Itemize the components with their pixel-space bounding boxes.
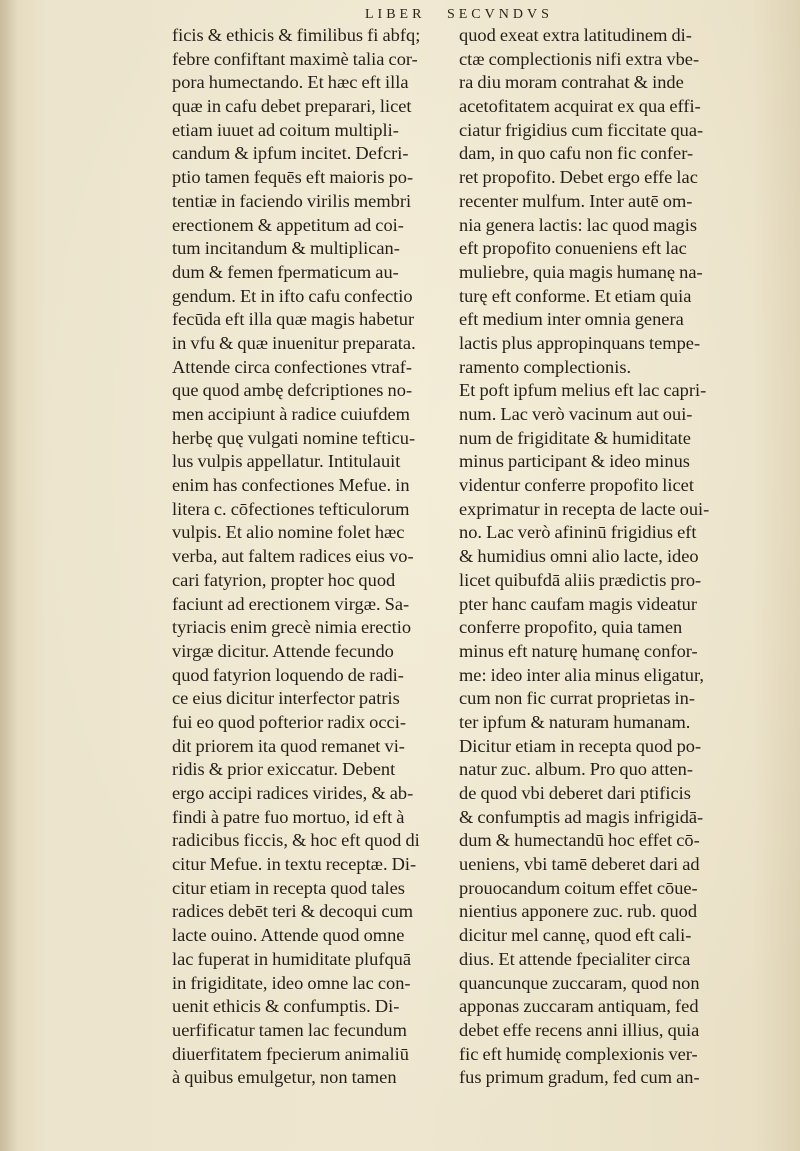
text-line: acetofitatem acquirat ex qua effi- <box>459 96 701 117</box>
text-line: herbę quę vulgati nomine tefticu- <box>172 427 416 448</box>
text-line: à quibus emulgetur, non tamen <box>172 1067 397 1088</box>
text-line: minus eft naturę humanę confor- <box>459 640 698 661</box>
text-line: ueniens, vbi tamē deberet dari ad <box>459 854 700 875</box>
text-line: tyriacis enim grecè nimia erectio <box>172 617 412 638</box>
text-line: quæ in cafu debet preparari, licet <box>172 96 412 117</box>
text-line: conferre propofito, quia tamen <box>459 617 683 638</box>
text-line: & humidius omni alio lacte, ideo <box>459 546 699 567</box>
text-line: ergo accipi radices virides, & ab- <box>172 783 414 803</box>
text-line: dit priorem ita quod remanet vi- <box>172 735 405 756</box>
text-line: quod fatyrion loquendo de radi- <box>172 664 404 685</box>
text-line: dum & humectandū hoc effet cō- <box>459 830 700 851</box>
text-line: dam, in quo cafu non fic confer- <box>459 143 694 164</box>
text-line: dum & femen fpermaticum au- <box>172 261 399 282</box>
text-line: muliebre, quia magis humanę na- <box>459 261 703 282</box>
text-line: videntur conferre propofito licet <box>459 475 694 496</box>
text-line: licet quibufdā aliis prædictis pro- <box>459 569 702 590</box>
running-head-right: SECVNDVS <box>446 7 553 22</box>
text-line: exprimatur in recepta de lacte oui- <box>459 498 710 519</box>
text-line: tum incitandum & multiplican- <box>172 238 400 259</box>
text-line: de quod vbi deberet dari ptificis <box>459 783 691 803</box>
text-line: dicitur mel cannę, quod eft cali- <box>459 925 692 946</box>
text-line: etiam iuuet ad coitum multipli- <box>172 119 399 140</box>
text-line: ptio tamen fequēs eft maioris po- <box>172 167 414 188</box>
text-line: apponas zuccaram antiquam, fed <box>459 996 699 1017</box>
text-line: uenit ethicis & confumptis. Di- <box>172 996 400 1017</box>
text-line: eft medium inter omnia genera <box>459 309 684 330</box>
text-line: que quod ambę defcriptiones no- <box>172 380 413 401</box>
text-line: ridis & prior exiccatur. Debent <box>172 759 396 780</box>
text-line: vulpis. Et alio nomine folet hæc <box>172 522 405 543</box>
text-line: radices debēt teri & decoqui cum <box>172 901 414 922</box>
text-line: no. Lac verò afininū frigidius eft <box>459 522 697 543</box>
text-line: findi à patre fuo mortuo, id eft à <box>172 806 405 827</box>
text-line: nia genera lactis: lac quod magis <box>459 214 698 235</box>
text-line: uerfificatur tamen lac fecundum <box>172 1019 407 1040</box>
text-line: fui eo quod pofterior radix occi- <box>172 711 406 732</box>
text-line: febre confiftant maximè talia cor- <box>172 48 418 69</box>
text-line: ciatur frigidius cum ficcitate qua- <box>459 119 704 140</box>
text-line: litera c. cōfectiones tefticulorum <box>172 498 410 519</box>
text-line: candum & ipfum incitet. Defcri- <box>172 143 409 164</box>
text-line: fecūda eft illa quæ magis habetur <box>172 309 415 330</box>
text-line: lactis plus appropinquans tempe- <box>459 332 701 353</box>
right-text-column <box>459 24 749 1090</box>
text-line: Et poft ipfum melius eft lac capri- <box>459 380 707 401</box>
text-line: ctæ complectionis nifi extra vbe- <box>459 48 700 69</box>
text-line: in vfu & quæ inuenitur preparata. <box>172 332 416 353</box>
text-line: recenter mulfum. Inter autē om- <box>459 190 693 211</box>
text-line: fus primum gradum, fed cum an- <box>459 1067 700 1088</box>
text-line: quod exeat extra latitudinem di- <box>459 25 692 45</box>
text-line: minus participant & ideo minus <box>459 451 690 472</box>
text-line: eft propofito conueniens eft lac <box>459 238 687 259</box>
text-line: prouocandum coitum effet cōue- <box>459 877 698 898</box>
text-line: lac fuperat in humiditate plufquā <box>172 948 412 969</box>
text-line: nientius apponere zuc. rub. quod <box>459 901 698 922</box>
text-line: num de frigiditate & humiditate <box>459 427 691 448</box>
text-line: lus vulpis appellatur. Intitulauit <box>172 451 401 472</box>
text-line: faciunt ad erectionem virgæ. Sa- <box>172 593 410 614</box>
text-line: ra diu moram contrahat & inde <box>459 72 684 93</box>
text-line: turę eft conforme. Et etiam quia <box>459 285 692 306</box>
text-line: erectionem & appetitum ad coi- <box>172 214 404 235</box>
text-line: men accipiunt à radice cuiufdem <box>172 404 410 424</box>
text-line: quancunque zuccaram, quod non <box>459 972 700 993</box>
text-line: ramento complectionis. <box>459 356 632 377</box>
text-line: Dicitur etiam in recepta quod po- <box>459 735 702 756</box>
text-line: Attende circa confectiones vtraf- <box>172 356 413 377</box>
text-line: cum non fic currat proprietas in- <box>459 688 695 709</box>
text-line: diuerfitatem fpecierum animaliū <box>172 1043 409 1064</box>
text-line: ce eius dicitur interfector patris <box>172 688 400 709</box>
text-line: natur zuc. album. Pro quo atten- <box>459 759 693 780</box>
text-line: pora humectando. Et hæc eft illa <box>172 72 409 93</box>
text-line: debet effe recens anni illius, quia <box>459 1019 700 1040</box>
text-line: radicibus ficcis, & hoc eft quod di <box>172 830 420 851</box>
text-line: verba, aut faltem radices eius vo- <box>172 546 414 567</box>
running-head-left: LIBER <box>365 7 426 22</box>
text-line: ter ipfum & naturam humanam. <box>459 711 691 732</box>
text-line: citur Mefue. in textu receptæ. Di- <box>172 854 417 875</box>
text-line: enim has confectiones Mefue. in <box>172 475 410 496</box>
text-line: num. Lac verò vacinum aut oui- <box>459 404 693 424</box>
text-line: virgæ dicitur. Attende fecundo <box>172 640 394 661</box>
text-line: fic eft humidę complexionis ver- <box>459 1043 698 1064</box>
text-line: ficis & ethicis & fimilibus fi abfq; <box>172 25 421 45</box>
text-line: tentiæ in faciendo virilis membri <box>172 190 412 211</box>
text-line: citur etiam in recepta quod tales <box>172 877 405 898</box>
page-gutter-shadow <box>0 0 18 1151</box>
text-line: dius. Et attende fpecialiter circa <box>459 948 691 969</box>
left-text-column <box>172 24 448 1090</box>
running-head <box>365 7 567 23</box>
text-line: me: ideo inter alia minus eligatur, <box>459 664 704 685</box>
text-line: in frigiditate, ideo omne lac con- <box>172 972 411 993</box>
text-line: gendum. Et in ifto cafu confectio <box>172 285 413 306</box>
text-line: pter hanc caufam magis videatur <box>459 593 697 614</box>
text-line: cari fatyrion, propter hoc quod <box>172 569 396 590</box>
text-line: lacte ouino. Attende quod omne <box>172 925 405 946</box>
text-line: & confumptis ad magis infrigidā- <box>459 806 704 827</box>
text-line: ret propofito. Debet ergo effe lac <box>459 167 698 188</box>
